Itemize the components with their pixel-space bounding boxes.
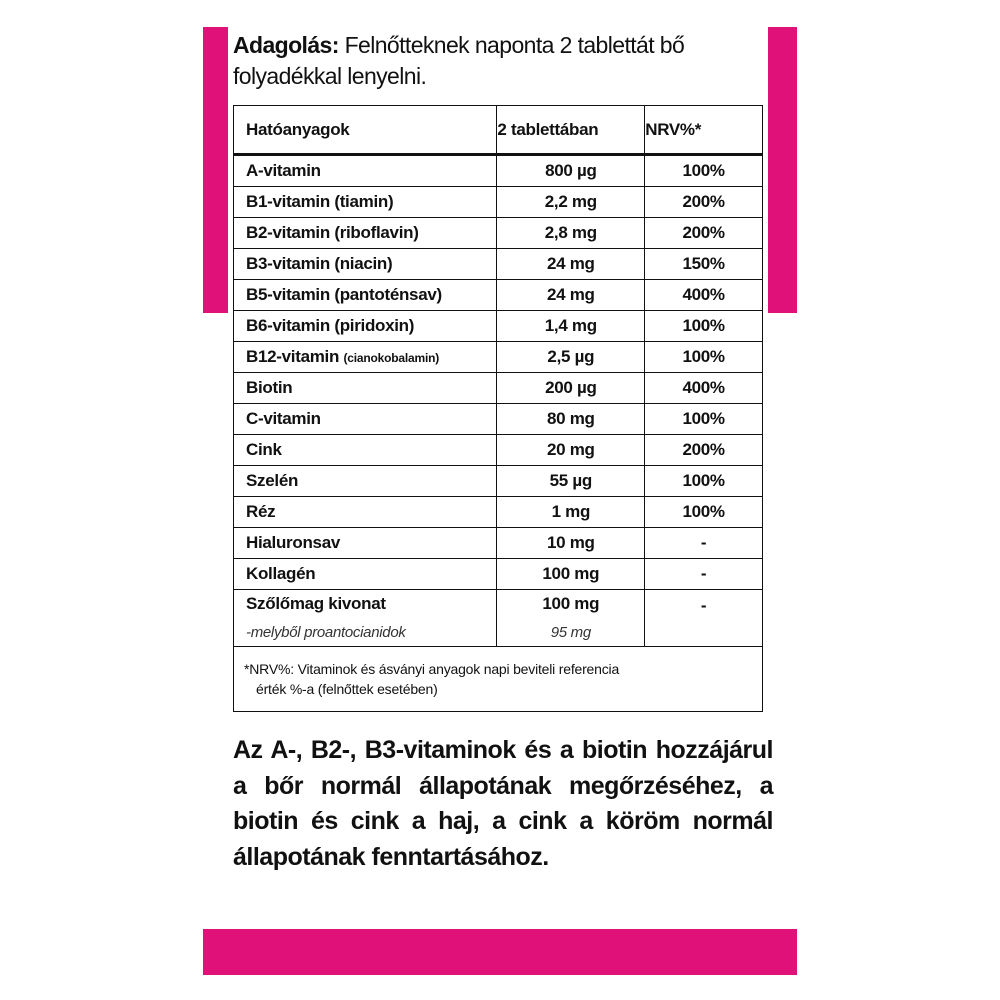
ingredient-name — [234, 311, 497, 342]
ingredient-name — [234, 155, 497, 187]
column-header-ingredients: Hatóanyagok — [234, 106, 497, 155]
table-row — [234, 155, 763, 187]
ingredient-amount: 24 mg — [497, 280, 645, 311]
ingredient-name — [234, 466, 497, 497]
ingredient-amount: 80 mg — [497, 404, 645, 435]
accent-band-bottom — [203, 929, 797, 975]
ingredient-nrv: 200% — [645, 187, 763, 218]
table-row — [234, 187, 763, 218]
ingredient-name — [234, 528, 497, 559]
table-row — [234, 249, 763, 280]
ingredient-name-text: Hialuronsav — [246, 533, 341, 552]
footnote-row — [234, 647, 763, 712]
ingredient-name — [234, 342, 497, 373]
ingredient-amount: 2,5 µg — [497, 342, 645, 373]
ingredient-name-text: B2-vitamin (riboflavin) — [246, 223, 419, 242]
ingredient-name-text: B6-vitamin (piridoxin) — [246, 316, 415, 335]
ingredient-name — [234, 435, 497, 466]
table-row — [234, 218, 763, 249]
footnote-line-2: érték %-a (felnőttek esetében) — [256, 681, 438, 697]
ingredient-name-text: B1-vitamin (tiamin) — [246, 192, 394, 211]
ingredient-name-text: B3-vitamin (niacin) — [246, 254, 393, 273]
ingredient-name — [234, 590, 497, 619]
ingredient-amount: 100 mg — [497, 590, 645, 619]
ingredient-amount: 55 µg — [497, 466, 645, 497]
ingredient-nrv: - — [645, 559, 763, 590]
ingredient-name-text: Réz — [246, 502, 276, 521]
table-header-row — [234, 106, 763, 155]
table-row — [234, 373, 763, 404]
ingredient-name — [234, 404, 497, 435]
ingredient-name-text: Szelén — [246, 471, 299, 490]
dosage-label: Adagolás: — [233, 32, 339, 58]
ingredient-amount: 24 mg — [497, 249, 645, 280]
ingredient-name-text: B5-vitamin (pantoténsav) — [246, 285, 442, 304]
ingredient-name — [234, 218, 497, 249]
table-row — [234, 404, 763, 435]
table-row — [234, 342, 763, 373]
ingredient-amount: 800 µg — [497, 155, 645, 187]
dosage-instructions — [233, 30, 773, 92]
table-row — [234, 435, 763, 466]
ingredient-name — [234, 249, 497, 280]
ingredient-name-text: Kollagén — [246, 564, 316, 583]
ingredient-nrv: 400% — [645, 280, 763, 311]
ingredient-name-text: A-vitamin — [246, 161, 321, 180]
ingredient-nrv: 150% — [645, 249, 763, 280]
ingredient-name-text: Szőlőmag kivonat — [246, 594, 386, 613]
sub-ingredient-amount: 95 mg — [497, 618, 645, 647]
health-claim: Az A-, B2-, B3-vitaminok és a biotin hozzájárul a bőr normál állapotának megőrzéséhez, a biotin és cink a haj, a cink a köröm normál állapotának fenntartásához. — [233, 736, 773, 871]
sub-ingredient-name: -melyből proantocianidok — [234, 618, 497, 647]
ingredient-amount: 20 mg — [497, 435, 645, 466]
table-row — [234, 311, 763, 342]
ingredient-nrv: 100% — [645, 497, 763, 528]
ingredient-nrv: 100% — [645, 155, 763, 187]
table-row — [234, 497, 763, 528]
ingredient-nrv: 100% — [645, 466, 763, 497]
ingredient-name-text: Biotin — [246, 378, 293, 397]
column-header-amount: 2 tablettában — [497, 106, 645, 155]
table-row — [234, 466, 763, 497]
ingredient-nrv: 400% — [645, 373, 763, 404]
nutrition-table — [233, 105, 763, 712]
ingredient-nrv: 100% — [645, 404, 763, 435]
ingredient-amount: 2,8 mg — [497, 218, 645, 249]
table-row — [234, 590, 763, 619]
ingredient-nrv: - — [645, 590, 763, 647]
ingredient-amount: 1,4 mg — [497, 311, 645, 342]
ingredient-name-text: B12-vitamin — [246, 347, 340, 366]
ingredient-amount: 1 mg — [497, 497, 645, 528]
ingredient-name — [234, 559, 497, 590]
table-row — [234, 559, 763, 590]
column-header-nrv: NRV%* — [645, 106, 763, 155]
ingredient-nrv: 100% — [645, 342, 763, 373]
ingredient-name — [234, 280, 497, 311]
ingredient-nrv: 200% — [645, 218, 763, 249]
ingredient-amount: 2,2 mg — [497, 187, 645, 218]
ingredient-name — [234, 373, 497, 404]
ingredient-amount: 10 mg — [497, 528, 645, 559]
ingredient-amount: 100 mg — [497, 559, 645, 590]
ingredient-nrv: 200% — [645, 435, 763, 466]
ingredient-name-text: C-vitamin — [246, 409, 321, 428]
ingredient-nrv: 100% — [645, 311, 763, 342]
table-row — [234, 528, 763, 559]
ingredient-name-detail: (cianokobalamin) — [343, 351, 439, 365]
ingredient-name — [234, 187, 497, 218]
ingredient-name-text: Cink — [246, 440, 282, 459]
ingredient-amount: 200 µg — [497, 373, 645, 404]
ingredient-nrv: - — [645, 528, 763, 559]
footnote-line-1: *NRV%: Vitaminok és ásványi anyagok napi beviteli referencia — [244, 661, 620, 677]
dosage-text: Felnőtteknek naponta 2 tablettát bő folyadékkal lenyelni. — [233, 32, 685, 89]
table-row — [234, 280, 763, 311]
ingredient-name — [234, 497, 497, 528]
nrv-footnote — [234, 647, 763, 712]
